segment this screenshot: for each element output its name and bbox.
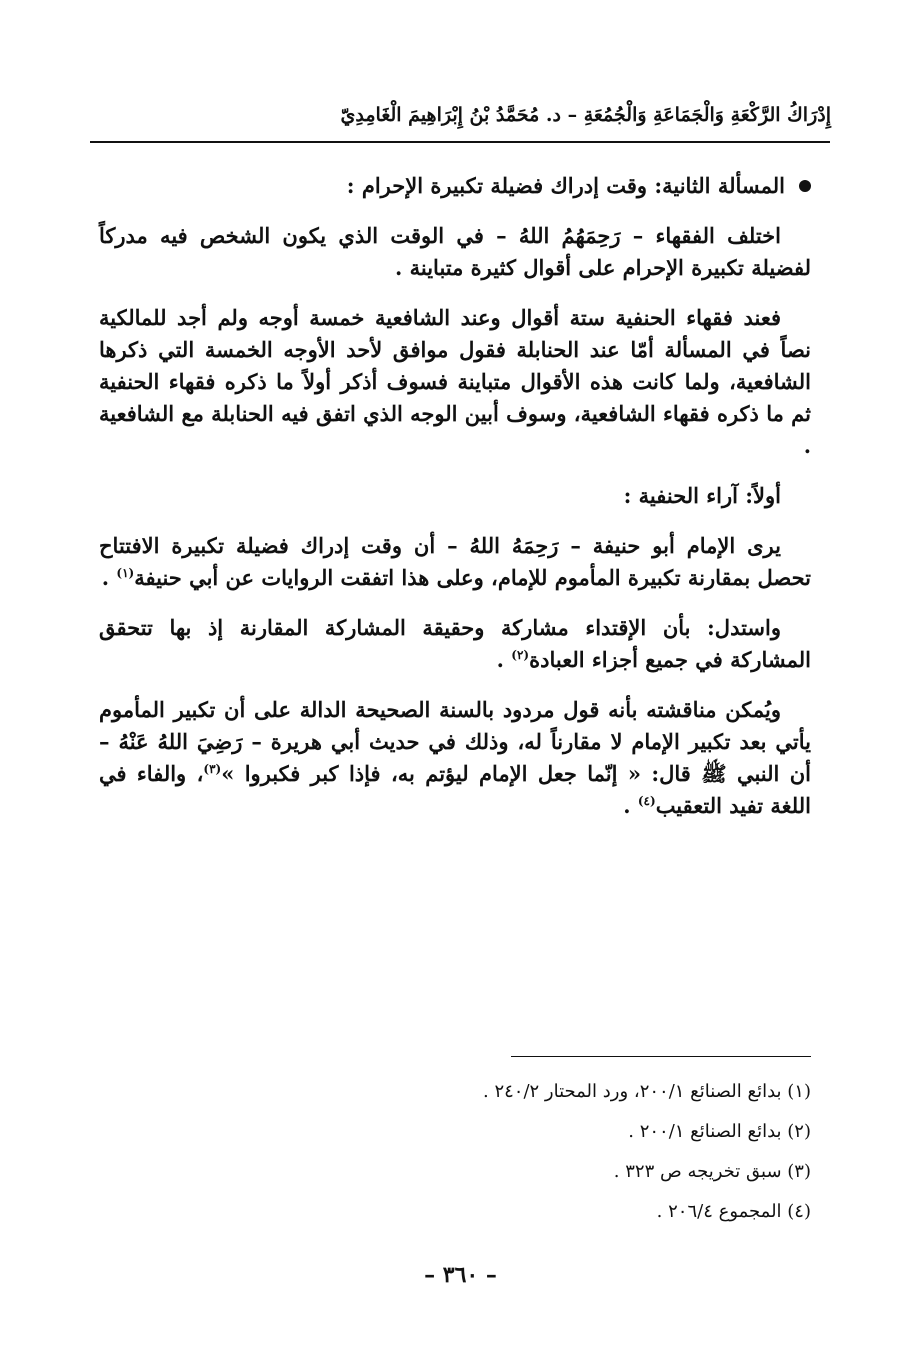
footnote-2: (٢) بدائع الصنائع ٢٠٠/١ . <box>628 1121 811 1142</box>
footnote-3: (٣) سبق تخريجه ص ٣٢٣ . <box>613 1161 811 1182</box>
footnote-1: (١) بدائع الصنائع ٢٠٠/١، ورد المحتار ٢٤٠/٢ . <box>483 1081 811 1102</box>
paragraph-5-text-a: ويُمكن مناقشته بأنه قول مردود بالسنة الصحيحة الدالة على أن تكبير المأموم يأتي بعد تكبير الإمام لا مقارناً له، وذلك في حديث أبي هريرة – رَضِيَ اللهُ عَنْهُ – أن النبي ﷺ قال: « إنّما جعل الإمام ليؤتم به، فإذا كبر فكبروا » <box>99 697 811 786</box>
issue-heading: المسألة الثانية: وقت إدراك فضيلة تكبيرة الإحرام : <box>346 173 785 198</box>
paragraph-4 <box>99 612 811 676</box>
paragraph-4-text: واستدل: بأن الإقتداء مشاركة وحقيقة المشاركة المقارنة إذ بها تتحقق المشاركة في جميع أجزاء العبادة <box>99 615 811 672</box>
footnote-ref-1[interactable]: (١) <box>116 566 135 580</box>
subheading-hanafi-views: أولاً: آراء الحنفية : <box>623 483 781 508</box>
paragraph-2: فعند فقهاء الحنفية ستة أقوال وعند الشافعية خمسة أوجه ولم أجد للمالكية نصاً في المسألة أمّا عند الحنابلة فقول موافق لأحد الأوجه الخمسة التي ذكرها الشافعية، ولما كانت هذه الأقوال متباينة فسوف أذكر أولاً ما ذكره فقهاء الحنفية ثم ما ذكره فقهاء الشافعية، وسوف أبين الوجه الذي اتفق فيه الحنابلة مع الشافعية . <box>99 305 811 458</box>
paragraph-1: اختلف الفقهاء – رَحِمَهُمُ اللهُ – في الوقت الذي يكون الشخص فيه مدركاً لفضيلة تكبيرة الإحرام على أقوال كثيرة متباينة . <box>99 223 811 280</box>
page-number: – ٣٦٠ – <box>424 1262 497 1288</box>
paragraph-5 <box>99 694 811 822</box>
bullet-icon <box>799 180 811 192</box>
footnotes-list <box>99 1072 811 1232</box>
paragraph-4-end: . <box>496 647 512 672</box>
footnote-ref-3[interactable]: (٣) <box>203 762 222 776</box>
paragraph-3-end: . <box>101 565 117 590</box>
header-divider <box>90 141 830 143</box>
footnote-4: (٤) المجموع ٢٠٦/٤ . <box>656 1201 811 1222</box>
footnote-ref-4[interactable]: (٤) <box>637 794 656 808</box>
paragraph-5-end: . <box>623 793 638 818</box>
paragraph-3-text: يرى الإمام أبو حنيفة – رَحِمَهُ اللهُ – أن وقت إدراك فضيلة تكبيرة الافتتاح تحصل بمقارنة تكبيرة المأموم للإمام، وعلى هذا اتفقت الروايات عن أبي حنيفة <box>99 533 811 590</box>
footnote-divider <box>511 1056 811 1057</box>
paragraph-5-text-b: ، والفاء في اللغة تفيد التعقيب <box>99 761 811 818</box>
main-text <box>99 170 811 840</box>
running-header: إِدْرَاكُ الرَّكْعَةِ وَالْجَمَاعَةِ وَالْجُمُعَةِ – د. مُحَمَّدُ بْنُ إِبْرَاهِيمَ الْغَامِدِيّ <box>340 104 831 126</box>
issue-heading-row <box>99 170 811 202</box>
paragraph-3 <box>99 530 811 594</box>
footnote-ref-2[interactable]: (٢) <box>511 648 530 662</box>
